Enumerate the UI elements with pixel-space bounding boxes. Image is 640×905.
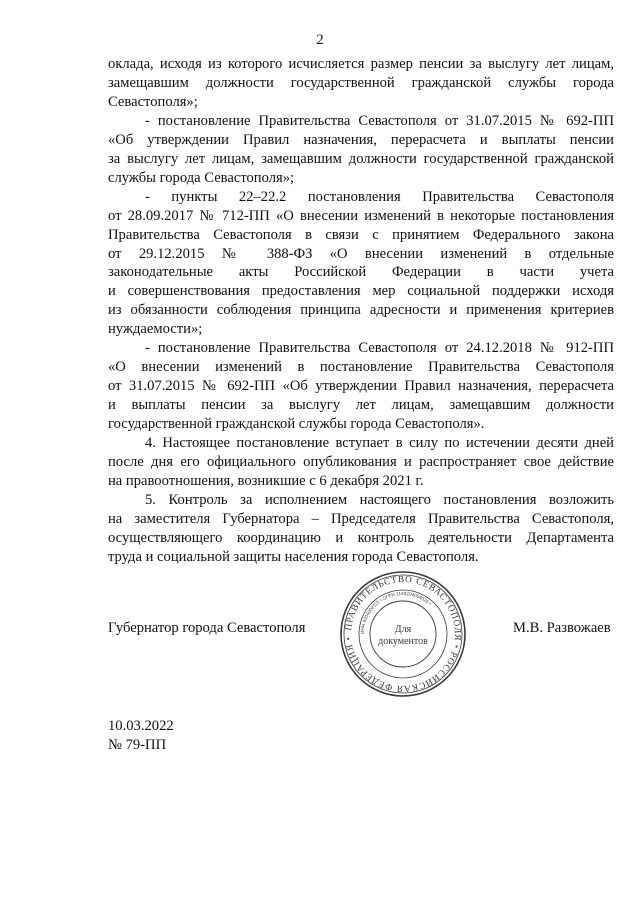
text-line: и выплаты пенсии за выслугу лет лицам, замещавшим должности bbox=[108, 397, 614, 414]
text-line: государственной гражданской службы города Севастополя». bbox=[108, 416, 485, 433]
seal-outer-text: ПРАВИТЕЛЬСТВО СЕВАСТОПОЛЯ • РОССИЙСКАЯ ФЕДЕРАЦИЯ • bbox=[343, 573, 464, 695]
text-line: «Об утверждении Правил назначения, перерасчета и выплаты пенсии bbox=[108, 131, 614, 148]
page-number: 2 bbox=[316, 32, 324, 48]
text-line: «О внесении изменений в постановление Правительства Севастополя bbox=[108, 359, 614, 376]
document-number: № 79-ПП bbox=[108, 737, 167, 753]
text-line: от 28.09.2017 № 712-ПП «О внесении изменений в некоторые постановления bbox=[108, 207, 614, 224]
text-line: труда и социальной защиты населения города Севастополя. bbox=[108, 548, 479, 565]
text-line: и совершенствования предоставления мер социальной поддержки исходя bbox=[108, 283, 614, 300]
seal-center-line-1: Для bbox=[394, 624, 412, 635]
text-line: осуществляющего координацию и контроль деятельности Департамента bbox=[108, 529, 614, 546]
official-seal bbox=[339, 570, 467, 698]
signatory-name: М.В. Развожаев bbox=[513, 620, 611, 636]
text-line: на правоотношения, возникшие с 6 декабря 2021 г. bbox=[108, 472, 424, 489]
text-line: - постановление Правительства Севастополя от 24.12.2018 № 912-ПП bbox=[145, 340, 614, 357]
text-line: от 31.07.2015 № 692-ПП «Об утверждении Правил назначения, перерасчета bbox=[108, 378, 614, 395]
signatory-position: Губернатор города Севастополя bbox=[108, 620, 306, 636]
text-line: Севастополя»; bbox=[108, 93, 198, 110]
text-line: на заместителя Губернатора – Председателя Правительства Севастополя, bbox=[108, 510, 614, 527]
text-line: из обязанности соблюдения принципа адресности и применения критериев bbox=[108, 302, 614, 319]
text-line: за выслугу лет лицам, замещавшим должности государственной гражданской bbox=[108, 150, 614, 167]
document-date: 10.03.2022 bbox=[108, 718, 174, 734]
text-line: от 29.12.2015 № 388-ФЗ «О внесении изменений в отдельные bbox=[108, 245, 614, 262]
seal-graphic bbox=[339, 570, 467, 698]
text-line: службы города Севастополя»; bbox=[108, 169, 295, 186]
text-line: - пункты 22–22.2 постановления Правительства Севастополя bbox=[145, 188, 614, 205]
text-line: 4. Настоящее постановление вступает в силу по истечении десяти дней bbox=[145, 435, 614, 451]
seal-inner-text: ИНН 9204002115 • ОГРН 1149204004025 • bbox=[359, 590, 433, 635]
text-line: оклада, исходя из которого исчисляется размер пенсии за выслугу лет лицам, bbox=[108, 56, 614, 72]
text-line: нуждаемости»; bbox=[108, 321, 203, 338]
text-line: законодательные акты Российской Федерации в части учета bbox=[108, 264, 614, 281]
text-line: 5. Контроль за исполнением настоящего постановления возложить bbox=[145, 491, 614, 508]
text-line: замещавшим должности государственной гражданской службы города bbox=[108, 74, 614, 91]
text-line: после дня его официального опубликования и распространяет свое действие bbox=[108, 453, 614, 470]
text-line: - постановление Правительства Севастополя от 31.07.2015 № 692-ПП bbox=[145, 112, 614, 129]
text-line: Правительства Севастополя в связи с принятием Федерального закона bbox=[108, 226, 614, 243]
seal-center-line-2: документов bbox=[378, 636, 428, 647]
